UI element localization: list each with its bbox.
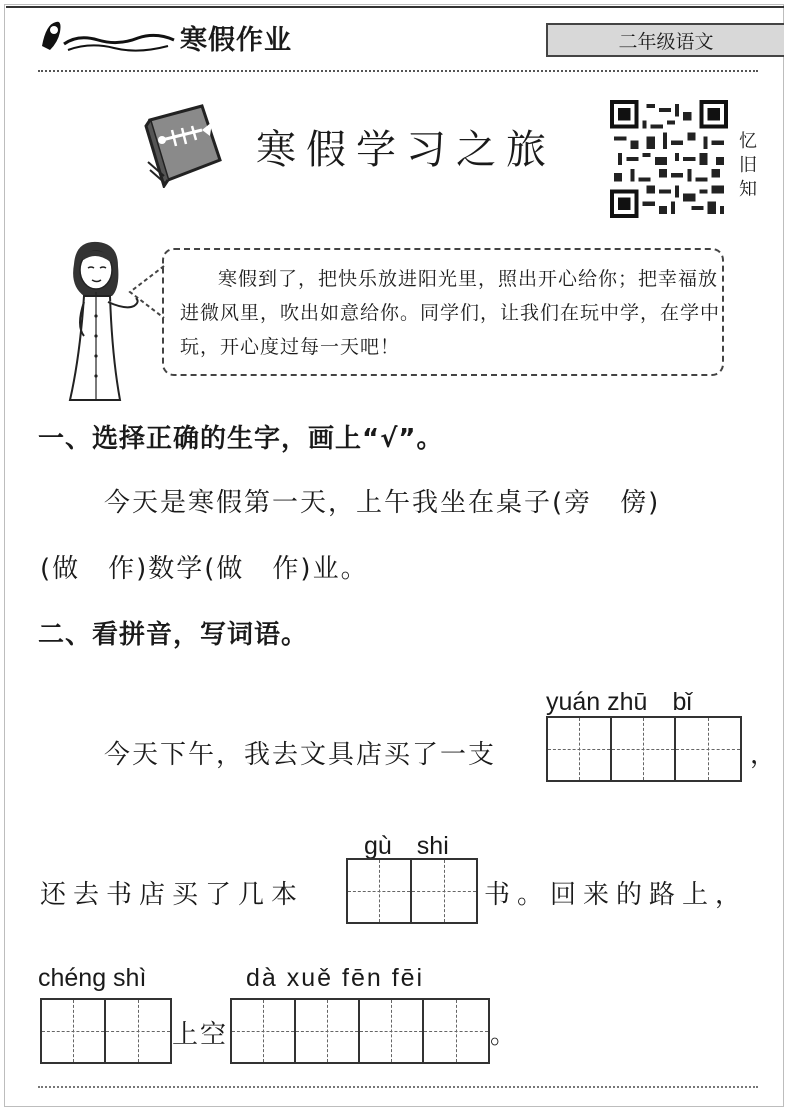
qr-code[interactable] xyxy=(610,100,728,218)
grade-tab: 二年级语文 xyxy=(546,23,784,57)
answer-grid-daxuefenfei[interactable] xyxy=(230,998,490,1064)
header-title: 寒假作业 xyxy=(180,25,292,56)
answer-grid-gushi[interactable] xyxy=(346,858,478,924)
question2-line3-end: 。 xyxy=(490,1020,519,1050)
answer-cell[interactable] xyxy=(676,718,740,780)
question1-line1: 今天是寒假第一天，上午我坐在桌子(旁 傍) xyxy=(104,488,661,518)
question1-heading: 一、选择正确的生字，画上“√”。 xyxy=(38,424,444,454)
answer-cell[interactable] xyxy=(412,860,476,922)
question2-heading: 二、看拼音，写词语。 xyxy=(38,620,309,650)
fishbone-book-icon xyxy=(132,100,228,188)
pinyin-daxuefenfei: dà xuě fēn fēi xyxy=(246,964,425,992)
question2-line1: 今天下午，我去文具店买了一支 xyxy=(104,740,497,770)
answer-cell[interactable] xyxy=(296,1000,360,1062)
question2-line2-end: 书。回来的路上， xyxy=(484,880,749,910)
answer-cell[interactable] xyxy=(612,718,676,780)
header-logo xyxy=(38,16,178,58)
question2-line3-mid: 上空 xyxy=(172,1020,229,1050)
answer-grid-yuanzhubi[interactable] xyxy=(546,716,742,782)
pinyin-yuanzhubi: yuán zhū bǐ xyxy=(546,688,692,716)
intro-text: 寒假到了，把快乐放进阳光里，照出开心给你；把幸福放进微风里，吹出如意给你。同学们，让我们在玩中学，在学中玩，开心度过每一天吧！ xyxy=(180,268,721,358)
question2-line2-start: 还去书店买了几本 xyxy=(40,880,305,910)
top-rule xyxy=(6,6,784,8)
answer-cell[interactable] xyxy=(42,1000,106,1062)
section-title: 寒假学习之旅 xyxy=(256,127,556,173)
question2-line1-comma: ， xyxy=(750,740,779,770)
footer-divider xyxy=(38,1086,758,1088)
answer-cell[interactable] xyxy=(360,1000,424,1062)
answer-grid-chengshi[interactable] xyxy=(40,998,172,1064)
answer-cell[interactable] xyxy=(548,718,612,780)
pinyin-chengshi: chéng shì xyxy=(38,964,147,992)
answer-cell[interactable] xyxy=(106,1000,170,1062)
speech-bubble-tail xyxy=(128,262,168,322)
answer-cell[interactable] xyxy=(424,1000,488,1062)
question1-line2: (做 作)数学(做 作)业。 xyxy=(40,554,369,584)
answer-cell[interactable] xyxy=(348,860,412,922)
qr-caption: 忆旧知 xyxy=(739,131,757,200)
answer-cell[interactable] xyxy=(232,1000,296,1062)
pinyin-gushi: gù shi xyxy=(364,832,449,860)
header-divider xyxy=(38,70,758,72)
